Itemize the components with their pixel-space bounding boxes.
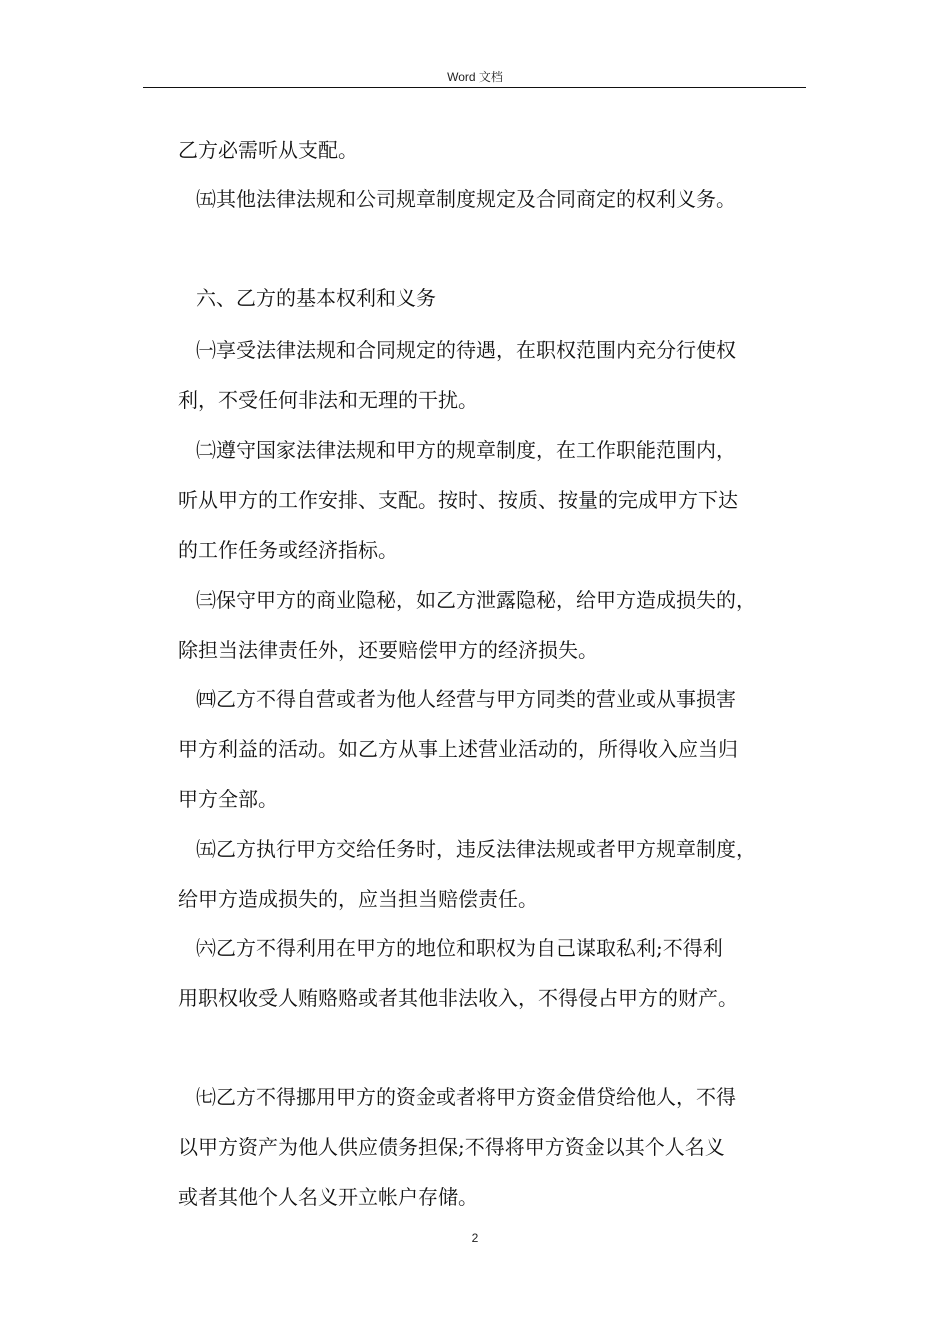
text-line: ㈡遵守国家法律法规和甲方的规章制度，在工作职能范围内，	[196, 438, 736, 462]
text-line: 的工作任务或经济指标。	[178, 538, 398, 562]
text-line: 甲方全部。	[178, 787, 278, 811]
text-line: ㈤乙方执行甲方交给任务时，违反法律法规或者甲方规章制度，	[196, 837, 756, 861]
text-line: 乙方必需听从支配。	[178, 138, 358, 162]
page-number: 2	[471, 1231, 479, 1245]
header-divider	[143, 87, 806, 88]
text-line: ㈠享受法律法规和合同规定的待遇，在职权范围内充分行使权	[196, 338, 736, 362]
text-line: ㈥乙方不得利用在甲方的地位和职权为自己谋取私利;不得利	[196, 936, 723, 960]
text-line: 或者其他个人名义开立帐户存储。	[178, 1185, 478, 1209]
text-line: ㈢保守甲方的商业隐秘，如乙方泄露隐秘，给甲方造成损失的，	[196, 588, 756, 612]
text-line: 以甲方资产为他人供应债务担保;不得将甲方资金以其个人名义	[178, 1135, 725, 1159]
text-line: 利，不受任何非法和无理的干扰。	[178, 388, 478, 412]
page-header-title: Word 文档	[447, 70, 503, 84]
text-line: ㈦乙方不得挪用甲方的资金或者将甲方资金借贷给他人，不得	[196, 1085, 736, 1109]
text-line: 用职权收受人贿赂赂或者其他非法收入，不得侵占甲方的财产。	[178, 986, 738, 1010]
text-line: ㈤其他法律法规和公司规章制度规定及合同商定的权利义务。	[196, 187, 736, 211]
text-line: 甲方利益的活动。如乙方从事上述营业活动的，所得收入应当归	[178, 737, 738, 761]
text-line: 给甲方造成损失的，应当担当赔偿责任。	[178, 887, 538, 911]
text-line: 听从甲方的工作安排、支配。按时、按质、按量的完成甲方下达	[178, 488, 738, 512]
section-heading: 六、乙方的基本权利和义务	[196, 286, 436, 310]
text-line: 除担当法律责任外，还要赔偿甲方的经济损失。	[178, 638, 598, 662]
text-line: ㈣乙方不得自营或者为他人经营与甲方同类的营业或从事损害	[196, 687, 736, 711]
